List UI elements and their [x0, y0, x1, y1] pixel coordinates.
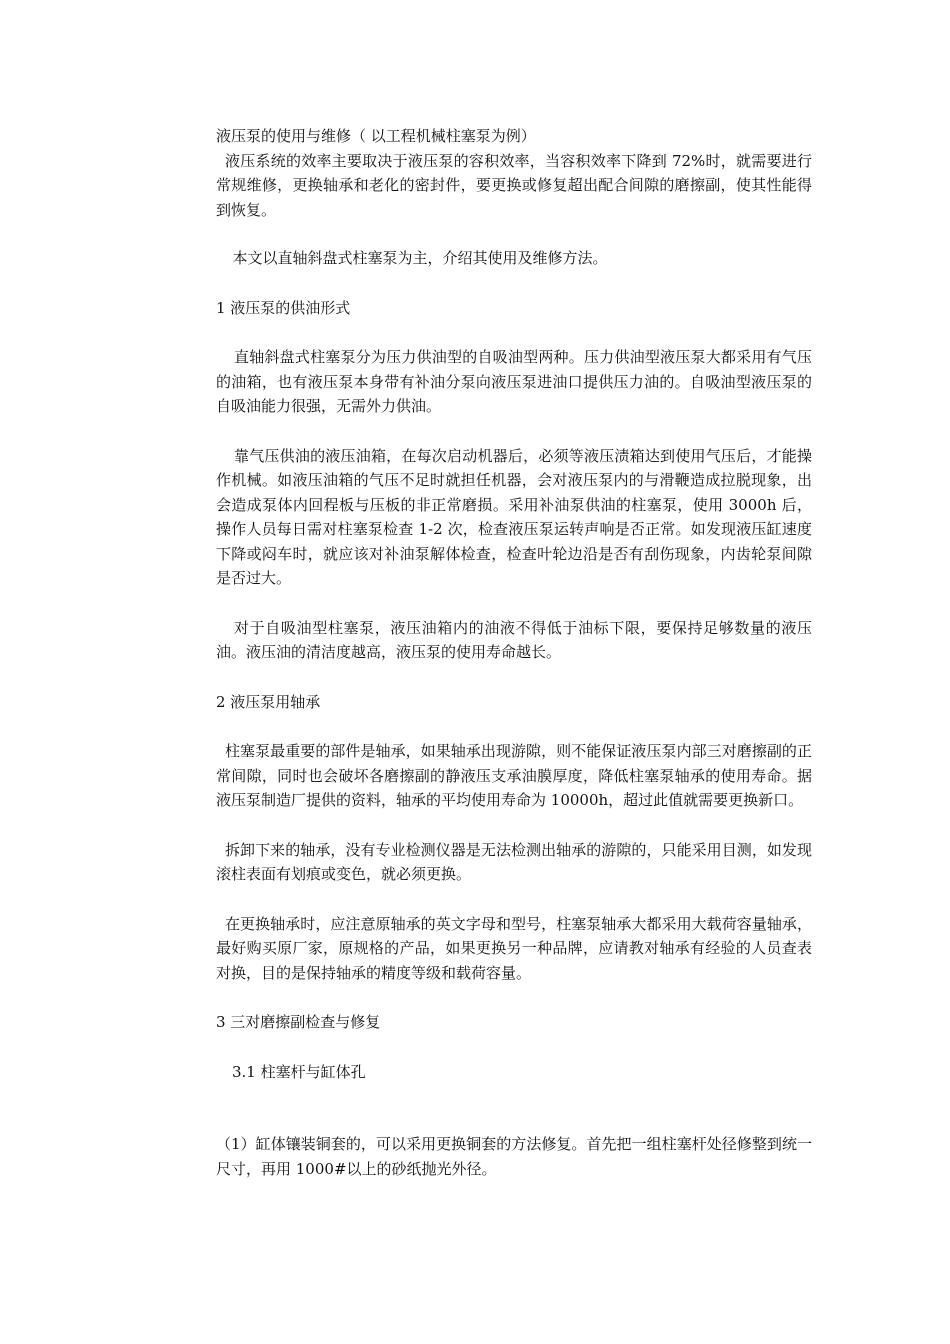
section-2-heading: 2 液压泵用轴承 [216, 692, 321, 711]
scope-paragraph: 本文以直轴斜盘式柱塞泵为主，介绍其使用及维修方法。 [232, 249, 608, 267]
document-title: 液压泵的使用与维修（ 以工程机械柱塞泵为例） [216, 127, 536, 145]
section-2-paragraph-2: 拆卸下来的轴承，没有专业检测仪器是无法检测出轴承的游隙的，只能采用目测，如发现滚柱表面有划痕或变色，就必须更换。 [216, 840, 812, 883]
section-3-1-heading: 3.1 柱塞杆与缸体孔 [232, 1062, 366, 1081]
section-3-paragraph-1: （1）缸体镶装铜套的，可以采用更换铜套的方法修复。首先把一组柱塞杆处径修整到统一尺寸，再用 1000#以上的砂纸抛光外径。 [216, 1135, 812, 1178]
section-2-paragraph-3: 在更换轴承时，应注意原轴承的英文字母和型号，柱塞泵轴承大都采用大载荷容量轴承，最好购买原厂家，原规格的产品，如果更换另一种品牌，应请教对轴承有经验的人员查表对换，目的是保持轴承的精度等级和载荷容量。 [216, 914, 812, 982]
document-page [216, 124, 812, 1181]
section-1-paragraph-1: 直轴斜盘式柱塞泵分为压力供油型的自吸油型两种。压力供油型液压泵大都采用有气压的油箱，也有液压泵本身带有补油分泵向液压泵进油口提供压力油的。自吸油型液压泵的自吸油能力很强，无需外力供油。 [216, 348, 812, 415]
section-1-heading: 1 液压泵的供油形式 [216, 298, 351, 317]
section-1-paragraph-3: 对于自吸油型柱塞泵，液压油箱内的油液不得低于油标下限，要保持足够数量的液压油。液压油的清洁度越高，液压泵的使用寿命越长。 [216, 618, 812, 661]
section-2-paragraph-1: 柱塞泵最重要的部件是轴承，如果轴承出现游隙，则不能保证液压泵内部三对磨擦副的正常间隙，同时也会破坏各磨擦副的静液压支承油膜厚度，降低柱塞泵轴承的使用寿命。据液压泵制造厂提供的资料，轴承的平均使用寿命为 10000h，超过此值就需要更换新口。 [216, 742, 812, 809]
section-3-heading: 3 三对磨擦副检查与修复 [216, 1013, 381, 1031]
section-1-paragraph-2: 靠气压供油的液压油箱，在每次启动机器后，必须等液压渍箱达到使用气压后，才能操作机械。如液压油箱的气压不足时就担任机器，会对液压泵内的与滑鞭造成拉脱现象，出会造成泵体内回程板与压板的非正常磨损。采用补油泵供油的柱塞泵，使用 3000h 后，操作人员每日需对柱塞泵检查 1-2 次，检查液压泵运转声响是否正常。如发现液压缸速度下降或闷车时，就应该对补油泵解体检查，检查叶轮边沿是否有刮伤现象，内齿轮泵间隙是否过大。 [216, 446, 812, 587]
intro-paragraph: 液压系统的效率主要取决于液压泵的容积效率，当容积效率下降到 72%时，就需要进行常规维修，更换轴承和老化的密封件，要更换或修复超出配合间隙的磨擦副，使其性能得到恢复。 [216, 151, 812, 219]
